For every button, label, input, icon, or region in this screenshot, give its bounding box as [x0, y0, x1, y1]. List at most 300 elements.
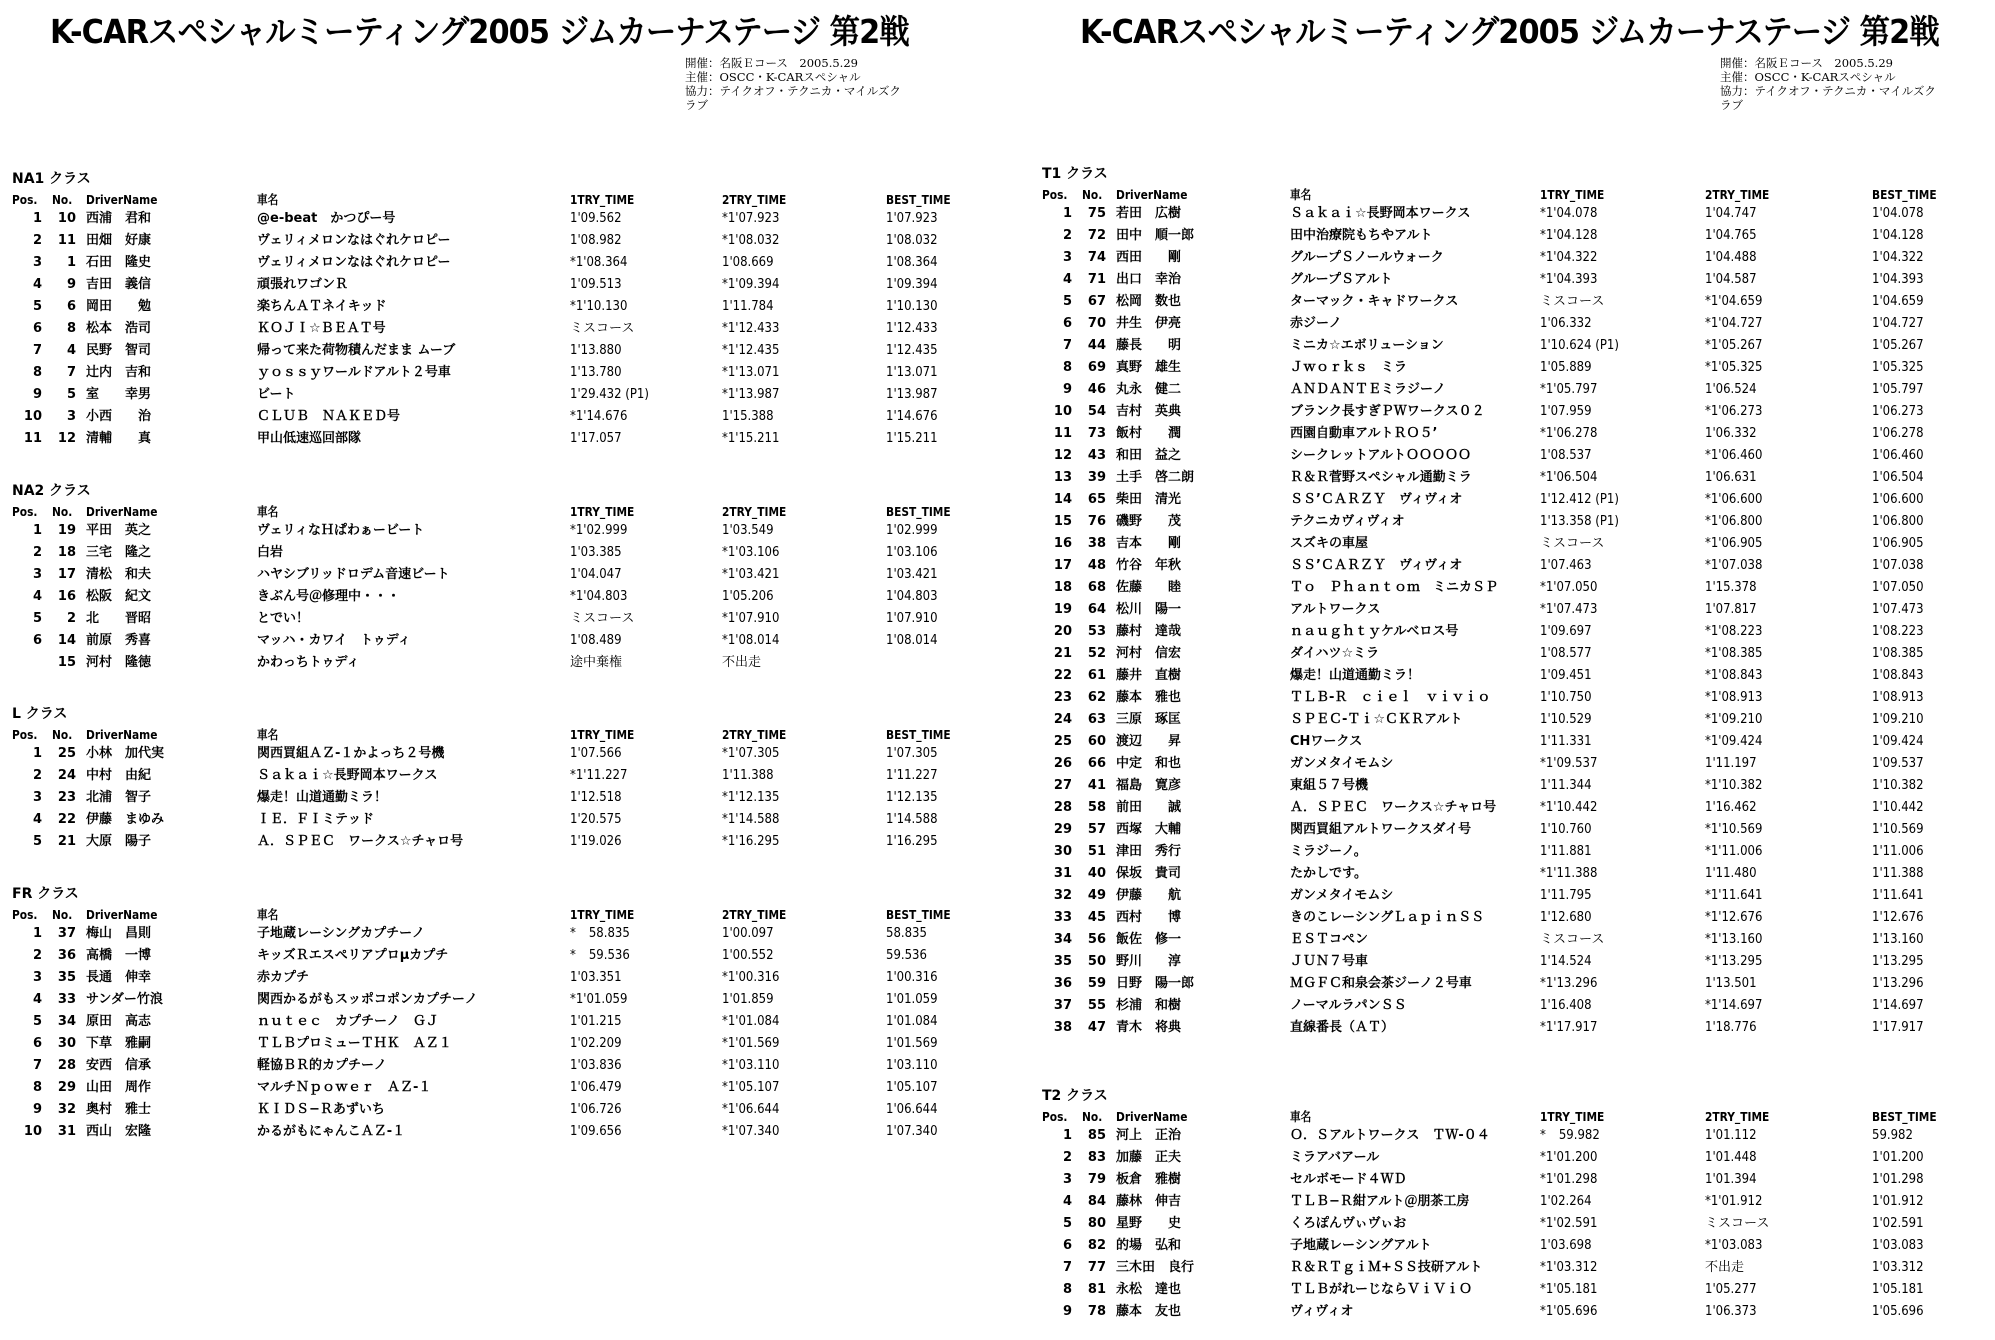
column-header-pos: Pos.	[12, 504, 38, 519]
cell-drv: 西山 宏隆	[86, 1124, 152, 1139]
cell-no: 80	[1087, 1216, 1106, 1231]
cell-pos: 4	[32, 277, 42, 292]
column-header-row	[1040, 1105, 1995, 1125]
cell-t2: 1'06.373	[1705, 1304, 1757, 1319]
result-row	[1040, 599, 1995, 621]
page-title: K-CARスペシャルミーティング2005 ジムカーナステージ 第2戦	[1080, 12, 1939, 51]
cell-no: 56	[1087, 932, 1106, 947]
cell-best: 1'01.200	[1872, 1150, 1924, 1165]
cell-t1: *1'08.364	[570, 255, 628, 270]
cell-car: Ｊｗｏｒｋｓ ミラ	[1290, 360, 1408, 375]
cell-t1: *1'03.312	[1540, 1260, 1598, 1275]
cell-pos: 16	[1053, 536, 1072, 551]
cell-t1: * 59.982	[1540, 1128, 1600, 1143]
cell-car: Ｓａｋａｉ☆長野岡本ワークス	[257, 768, 438, 783]
cell-t1: *1'11.227	[570, 768, 628, 783]
cell-pos: 1	[32, 523, 42, 538]
cell-drv: 若田 広樹	[1116, 206, 1182, 221]
cell-t1: 1'12.518	[570, 790, 622, 805]
cell-no: 71	[1087, 272, 1106, 287]
column-header-row	[10, 903, 1010, 923]
cell-car: ＴＬＢがれーじならＶｉＶｉＯ	[1290, 1282, 1473, 1297]
result-row	[10, 340, 1010, 362]
cell-drv: 民野 智司	[86, 343, 152, 358]
class-section	[10, 482, 1010, 674]
cell-pos: 38	[1053, 1020, 1072, 1035]
cell-car: 頑張れワゴンＲ	[257, 277, 349, 292]
cell-car: スズキの車屋	[1290, 536, 1369, 551]
column-header-no: No.	[1082, 187, 1103, 202]
cell-pos: 9	[1062, 1304, 1072, 1319]
column-header-pos: Pos.	[1042, 187, 1068, 202]
cell-car: くろぽんヴぃヴぃお	[1290, 1216, 1407, 1231]
cell-no: 54	[1087, 404, 1106, 419]
cell-t1: ミスコース	[1540, 932, 1605, 947]
cell-pos: 1	[32, 211, 42, 226]
cell-best: 1'06.273	[1872, 404, 1924, 419]
result-row	[1040, 1235, 1995, 1257]
cell-t1: 1'03.698	[1540, 1238, 1592, 1253]
result-row	[1040, 533, 1995, 555]
cell-car: かわっちトゥディ	[257, 655, 360, 670]
cell-no: 72	[1087, 228, 1106, 243]
cell-t2: 不出走	[722, 655, 762, 670]
column-header-t1: 1TRY_TIME	[570, 907, 635, 922]
result-row	[1040, 951, 1995, 973]
cell-car: ＥＳＴコペン	[1290, 932, 1369, 947]
cell-t2: 1'08.669	[722, 255, 774, 270]
cell-t1: 1'10.529	[1540, 712, 1592, 727]
cell-drv: 保坂 貴司	[1116, 866, 1182, 881]
cell-no: 57	[1087, 822, 1106, 837]
cell-car: ＳＳ’ＣＡＲＺＹ ヴィヴィオ	[1290, 558, 1463, 573]
cell-pos: 5	[32, 1014, 42, 1029]
cell-t1: 1'13.780	[570, 365, 622, 380]
cell-no: 10	[57, 211, 76, 226]
cell-best: 1'01.084	[886, 1014, 938, 1029]
cell-no: 14	[57, 633, 76, 648]
cell-car: ＡＮＤＡＮＴＥミラジーノ	[1290, 382, 1446, 397]
cell-t2: *1'08.385	[1705, 646, 1763, 661]
cell-car: 白岩	[257, 545, 284, 560]
cell-best: 1'02.591	[1872, 1216, 1924, 1231]
cell-car: 子地蔵レーシングアルト	[1290, 1238, 1432, 1253]
cell-t2: *1'14.697	[1705, 998, 1763, 1013]
cell-best: 1'16.295	[886, 834, 938, 849]
column-header-driver: DriverName	[1116, 1109, 1188, 1124]
result-row	[1040, 467, 1995, 489]
cell-t1: 1'11.344	[1540, 778, 1592, 793]
cell-pos: 5	[32, 299, 42, 314]
cell-car: 甲山低速巡回部隊	[257, 431, 362, 446]
cell-car: グループＳノールウォーク	[1290, 250, 1444, 265]
cell-drv: 松岡 数也	[1116, 294, 1182, 309]
cell-drv: 藤本 雅也	[1116, 690, 1182, 705]
cell-t1: *1'02.591	[1540, 1216, 1598, 1231]
cell-no: 53	[1087, 624, 1106, 639]
cell-t2: 1'13.501	[1705, 976, 1757, 991]
cell-no: 45	[1087, 910, 1106, 925]
column-header-t1: 1TRY_TIME	[570, 504, 635, 519]
cell-t2: 1'01.112	[1705, 1128, 1757, 1143]
cell-best: 1'05.181	[1872, 1282, 1924, 1297]
cell-best: 1'01.059	[886, 992, 938, 1007]
cell-t1: * 59.536	[570, 948, 630, 963]
cell-no: 85	[1087, 1128, 1106, 1143]
cell-no: 23	[57, 790, 76, 805]
cell-drv: 岡田 勉	[86, 299, 152, 314]
cell-car: ＫＯＪＩ☆ＢＥＡＴ号	[257, 321, 386, 336]
result-row	[1040, 511, 1995, 533]
cell-t2: *1'06.460	[1705, 448, 1763, 463]
cell-drv: 丸永 健二	[1116, 382, 1182, 397]
cell-pos: 8	[32, 365, 42, 380]
cell-drv: 佐藤 睦	[1116, 580, 1182, 595]
cell-pos: 3	[1062, 1172, 1072, 1187]
cell-t2: *1'13.987	[722, 387, 780, 402]
cell-no: 52	[1087, 646, 1106, 661]
cell-t1: ミスコース	[570, 611, 635, 626]
column-header-car: 車名	[257, 504, 279, 519]
cell-t2: *1'06.800	[1705, 514, 1763, 529]
cell-t2: 1'11.197	[1705, 756, 1757, 771]
cell-t2: 1'16.462	[1705, 800, 1757, 815]
result-row	[1040, 709, 1995, 731]
column-header-t2: 2TRY_TIME	[1705, 1109, 1770, 1124]
cell-car: 帰って来た荷物積んだまま ムーブ	[257, 343, 456, 358]
cell-drv: 西村 博	[1116, 910, 1182, 925]
cell-t1: 1'13.880	[570, 343, 622, 358]
column-header-row	[10, 188, 1010, 208]
cell-best: 1'05.696	[1872, 1304, 1924, 1319]
cell-t1: 1'06.332	[1540, 316, 1592, 331]
cell-drv: 長通 伸幸	[86, 970, 152, 985]
result-row	[1040, 841, 1995, 863]
result-row	[10, 542, 1010, 564]
cell-pos: 27	[1053, 778, 1072, 793]
cell-t2: 1'11.784	[722, 299, 774, 314]
cell-t2: 1'04.765	[1705, 228, 1757, 243]
cell-best: 1'03.312	[1872, 1260, 1924, 1275]
result-row	[1040, 863, 1995, 885]
result-row	[10, 406, 1010, 428]
cell-t2: *1'04.659	[1705, 294, 1763, 309]
cell-car: ＩＥ．ＦＩミテッド	[257, 812, 375, 827]
result-row	[1040, 1017, 1995, 1039]
cell-drv: 下草 雅嗣	[86, 1036, 152, 1051]
cell-pos: 19	[1053, 602, 1072, 617]
cell-t1: 1'10.760	[1540, 822, 1592, 837]
cell-no: 50	[1087, 954, 1106, 969]
cell-t2: *1'10.382	[1705, 778, 1763, 793]
cell-drv: 的場 弘和	[1116, 1238, 1182, 1253]
cell-t1: *1'04.803	[570, 589, 628, 604]
cell-best: 1'03.083	[1872, 1238, 1924, 1253]
cell-t2: *1'04.727	[1705, 316, 1763, 331]
cell-no: 47	[1087, 1020, 1106, 1035]
result-row	[10, 1033, 1010, 1055]
cell-pos: 10	[23, 1124, 42, 1139]
cell-no: 43	[1087, 448, 1106, 463]
cell-t2: *1'13.295	[1705, 954, 1763, 969]
cell-pos: 36	[1053, 976, 1072, 991]
cell-t2: 1'15.388	[722, 409, 774, 424]
result-row	[10, 989, 1010, 1011]
cell-car: Ｏ．Ｓアルトワークス ＴＷ-０４	[1290, 1128, 1490, 1143]
cell-t2: *1'09.394	[722, 277, 780, 292]
cell-drv: 杉浦 和樹	[1116, 998, 1182, 1013]
column-header-driver: DriverName	[86, 192, 158, 207]
cell-drv: 西浦 君和	[86, 211, 152, 226]
result-row	[10, 809, 1010, 831]
cell-car: ｙｏｓｓｙワールドアルト２号車	[257, 365, 451, 380]
cell-car: ノーマルラパンＳＳ	[1290, 998, 1407, 1013]
cell-no: 6	[66, 299, 76, 314]
cell-drv: 松本 浩司	[86, 321, 152, 336]
cell-car: たかしです。	[1290, 866, 1367, 881]
cell-t1: 1'12.680	[1540, 910, 1592, 925]
cell-no: 16	[57, 589, 76, 604]
cell-pos: 6	[1062, 316, 1072, 331]
cell-t1: 1'09.562	[570, 211, 622, 226]
cell-pos: 13	[1053, 470, 1072, 485]
column-header-best: BEST_TIME	[886, 907, 951, 922]
cell-pos: 25	[1053, 734, 1072, 749]
cell-t1: *1'07.050	[1540, 580, 1598, 595]
cell-no: 5	[66, 387, 76, 402]
cell-car: きぶん号＠修理中・・・	[257, 589, 401, 604]
column-header-row	[1040, 183, 1995, 203]
cell-drv: 梅山 昌則	[86, 926, 152, 941]
cell-pos: 6	[1062, 1238, 1072, 1253]
cell-t1: 1'13.358 (P1)	[1540, 514, 1619, 529]
result-row	[10, 318, 1010, 340]
cell-car: テクニカヴィヴィオ	[1290, 514, 1405, 529]
cell-best: 1'07.038	[1872, 558, 1924, 573]
cell-best: 1'03.110	[886, 1058, 938, 1073]
cell-drv: サンダー竹浪	[86, 992, 163, 1007]
cell-car: CHワークス	[1290, 734, 1363, 749]
cell-car: ＫＩＤＳ−Ｒあずいち	[257, 1102, 385, 1117]
result-row	[1040, 379, 1995, 401]
result-row	[10, 520, 1010, 542]
cell-no: 74	[1087, 250, 1106, 265]
cell-t2: ミスコース	[1705, 1216, 1770, 1231]
column-header-pos: Pos.	[1042, 1109, 1068, 1124]
cell-t1: *1'17.917	[1540, 1020, 1598, 1035]
result-row	[1040, 335, 1995, 357]
result-row	[1040, 819, 1995, 841]
cell-pos: 4	[32, 589, 42, 604]
cell-t1: 1'06.726	[570, 1102, 622, 1117]
cell-t2: *1'03.106	[722, 545, 780, 560]
result-row	[1040, 269, 1995, 291]
result-row	[10, 652, 1010, 674]
cell-t2: 1'00.097	[722, 926, 774, 941]
result-row	[1040, 489, 1995, 511]
result-row	[1040, 1191, 1995, 1213]
cell-drv: 伊藤 まゆみ	[86, 812, 165, 827]
cell-t2: *1'03.421	[722, 567, 780, 582]
cell-best: 1'06.905	[1872, 536, 1924, 551]
result-row	[10, 428, 1010, 450]
cell-car: ＴＬＢ−Ｒ紺アルト＠朋茶工房	[1290, 1194, 1470, 1209]
cell-t1: *1'01.298	[1540, 1172, 1598, 1187]
cell-best: 1'04.078	[1872, 206, 1924, 221]
cell-drv: 伊藤 航	[1116, 888, 1182, 903]
cell-t1: 1'16.408	[1540, 998, 1592, 1013]
cell-t1: 1'08.982	[570, 233, 622, 248]
cell-t1: ミスコース	[1540, 536, 1605, 551]
cell-t1: 1'09.513	[570, 277, 622, 292]
cell-t1: 1'03.385	[570, 545, 622, 560]
cell-drv: 大原 陽子	[86, 834, 152, 849]
result-row	[1040, 929, 1995, 951]
cell-no: 48	[1087, 558, 1106, 573]
cell-t1: *1'09.537	[1540, 756, 1598, 771]
cell-pos: 4	[1062, 1194, 1072, 1209]
cell-t2: 1'04.587	[1705, 272, 1757, 287]
class-section	[10, 885, 1010, 1143]
cell-drv: 板倉 雅樹	[1116, 1172, 1182, 1187]
result-row	[1040, 753, 1995, 775]
cell-car: マルチＮｐｏｗｅｒ ＡＺ-１	[257, 1080, 432, 1095]
cell-pos: 32	[1053, 888, 1072, 903]
cell-no: 51	[1087, 844, 1106, 859]
cell-t2: 1'06.524	[1705, 382, 1757, 397]
cell-drv: 清輔 真	[86, 431, 152, 446]
column-header-pos: Pos.	[12, 907, 38, 922]
cell-best: 1'07.305	[886, 746, 938, 761]
cell-t2: *1'06.600	[1705, 492, 1763, 507]
cell-car: ガンメタイモムシ	[1290, 756, 1394, 771]
cell-pos: 18	[1053, 580, 1072, 595]
cell-no: 58	[1087, 800, 1106, 815]
column-header-car: 車名	[1290, 1109, 1312, 1124]
cell-car: ヴェリィなＨぱわぁービート	[257, 523, 425, 538]
cell-best: 1'04.659	[1872, 294, 1924, 309]
cell-t2: *1'05.267	[1705, 338, 1763, 353]
cell-car: Ｓａｋａｉ☆長野岡本ワークス	[1290, 206, 1471, 221]
cell-t1: 1'07.463	[1540, 558, 1592, 573]
cell-best: 1'05.267	[1872, 338, 1924, 353]
column-header-best: BEST_TIME	[886, 192, 951, 207]
cell-drv: 平田 英之	[86, 523, 152, 538]
cell-t2: *1'06.273	[1705, 404, 1763, 419]
cell-t1: 1'07.959	[1540, 404, 1592, 419]
column-header-t2: 2TRY_TIME	[1705, 187, 1770, 202]
cell-best: 1'01.912	[1872, 1194, 1924, 1209]
cell-drv: 三宅 隆之	[86, 545, 152, 560]
cell-t2: *1'12.433	[722, 321, 780, 336]
cell-no: 4	[66, 343, 76, 358]
cell-no: 34	[57, 1014, 76, 1029]
cell-pos: 1	[32, 926, 42, 941]
cell-t1: 1'10.624 (P1)	[1540, 338, 1619, 353]
cell-pos: 2	[1062, 1150, 1072, 1165]
cell-t2: 1'01.394	[1705, 1172, 1757, 1187]
cell-car: 関西かるがもスッポコポンカプチーノ	[257, 992, 478, 1007]
cell-t1: *1'01.200	[1540, 1150, 1598, 1165]
cell-best: 1'13.296	[1872, 976, 1924, 991]
cell-best: 1'02.999	[886, 523, 938, 538]
column-header-no: No.	[1082, 1109, 1103, 1124]
cell-best: 1'12.433	[886, 321, 938, 336]
event-info: 開催：名阪Ｅコース 2005.5.29 主催：OSCC・K-CARスペシャル 協力：テイクオフ・テクニカ・マイルズク ラブ	[685, 56, 901, 112]
cell-drv: 西田 剛	[1116, 250, 1182, 265]
cell-no: 84	[1087, 1194, 1106, 1209]
cell-drv: 高橋 一博	[86, 948, 152, 963]
cell-no: 69	[1087, 360, 1106, 375]
result-row	[1040, 995, 1995, 1017]
cell-pos: 3	[32, 790, 42, 805]
cell-best: 59.536	[886, 948, 927, 963]
column-header-car: 車名	[257, 907, 279, 922]
cell-drv: 三原 琢匡	[1116, 712, 1182, 727]
cell-best: 1'09.424	[1872, 734, 1924, 749]
column-header-driver: DriverName	[86, 907, 158, 922]
result-row	[1040, 291, 1995, 313]
cell-no: 30	[57, 1036, 76, 1051]
cell-t2: *1'07.910	[722, 611, 780, 626]
cell-pos: 31	[1053, 866, 1072, 881]
cell-no: 46	[1087, 382, 1106, 397]
cell-t2: *1'13.160	[1705, 932, 1763, 947]
cell-t1: 途中棄権	[570, 655, 623, 670]
result-row	[10, 296, 1010, 318]
cell-pos: 10	[23, 409, 42, 424]
cell-pos: 35	[1053, 954, 1072, 969]
class-title: NA2 クラス	[12, 483, 91, 499]
column-header-no: No.	[52, 907, 73, 922]
cell-no: 19	[57, 523, 76, 538]
cell-t1: 1'05.889	[1540, 360, 1592, 375]
cell-best: 1'14.676	[886, 409, 938, 424]
result-row	[1040, 731, 1995, 753]
cell-t2: 1'01.859	[722, 992, 774, 1007]
cell-pos: 1	[32, 746, 42, 761]
cell-drv: 石田 隆史	[86, 255, 152, 270]
cell-pos: 7	[1062, 338, 1072, 353]
cell-t1: *1'05.181	[1540, 1282, 1598, 1297]
cell-t2: *1'09.424	[1705, 734, 1763, 749]
cell-no: 24	[57, 768, 76, 783]
cell-t1: *1'06.504	[1540, 470, 1598, 485]
cell-best: 1'04.803	[886, 589, 938, 604]
cell-pos: 4	[32, 812, 42, 827]
cell-t2: *1'09.210	[1705, 712, 1763, 727]
cell-no: 76	[1087, 514, 1106, 529]
cell-car: Ａ．ＳＰＥＣ ワークス☆チャロ号	[257, 834, 464, 849]
cell-pos: 5	[1062, 1216, 1072, 1231]
cell-pos: 26	[1053, 756, 1072, 771]
result-row	[1040, 687, 1995, 709]
cell-drv: 吉村 英典	[1116, 404, 1182, 419]
result-row	[10, 252, 1010, 274]
cell-pos: 11	[1053, 426, 1072, 441]
column-header-best: BEST_TIME	[886, 504, 951, 519]
result-row	[1040, 797, 1995, 819]
cell-t2: *1'13.071	[722, 365, 780, 380]
cell-drv: 出口 幸治	[1116, 272, 1182, 287]
cell-no: 73	[1087, 426, 1106, 441]
cell-t2: *1'12.135	[722, 790, 780, 805]
cell-no: 17	[57, 567, 76, 582]
cell-drv: 田畑 好康	[86, 233, 152, 248]
cell-pos: 2	[32, 948, 42, 963]
result-row	[10, 230, 1010, 252]
cell-t2: *1'16.295	[722, 834, 780, 849]
